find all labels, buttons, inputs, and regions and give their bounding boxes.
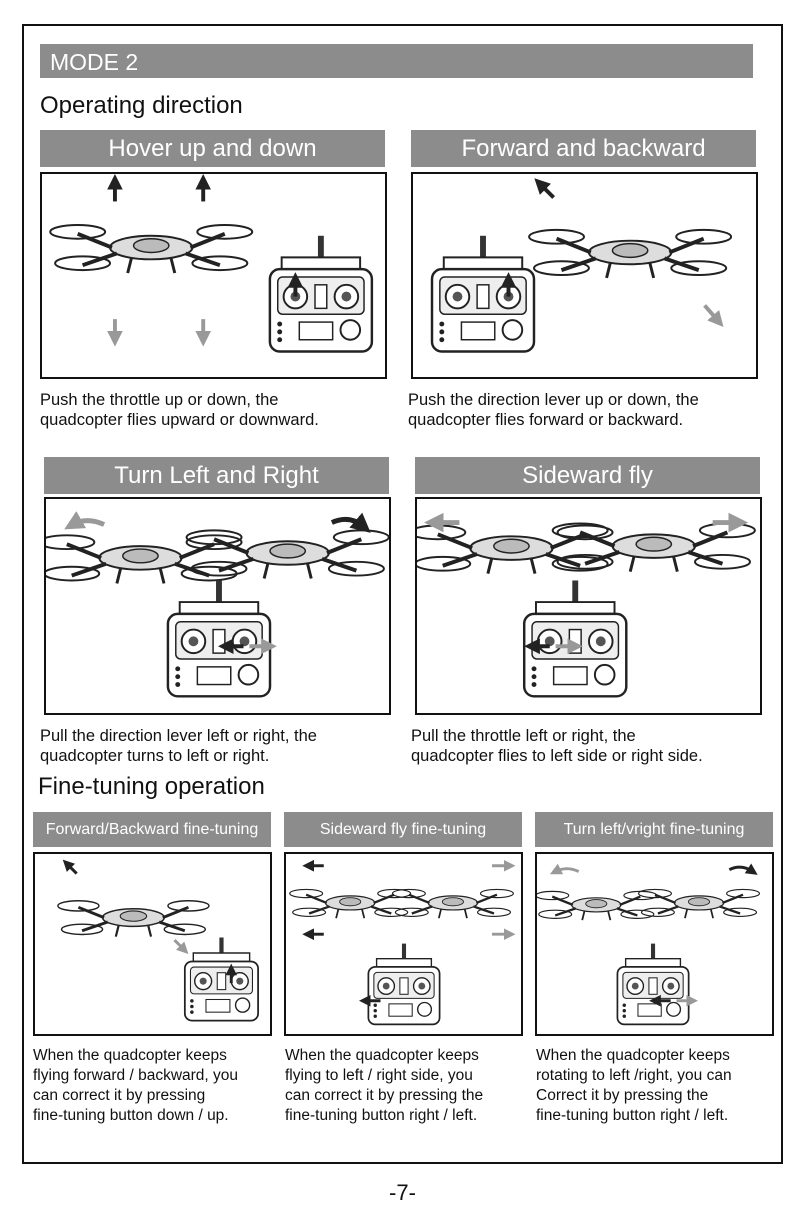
fine-turn-caption <box>536 1046 732 1126</box>
caption-line: can correct it by pressing <box>33 1087 206 1104</box>
caption-line: Pull the throttle left or right, the <box>411 727 636 745</box>
caption-line: quadcopter flies forward or backward. <box>408 411 684 429</box>
fine-turn-illustration <box>535 852 774 1036</box>
remote-controller-icon <box>617 944 688 1025</box>
caption-line: Pull the direction lever left or right, the <box>40 727 317 745</box>
quadcopter-icon <box>58 901 209 937</box>
caption-line: fine-tuning button right / left. <box>536 1107 729 1124</box>
forward-arrow-icon <box>67 864 77 874</box>
forward-illustration <box>411 172 758 379</box>
forward-caption <box>408 390 699 430</box>
turn-illustration <box>44 497 391 715</box>
remote-controller-icon <box>368 944 439 1025</box>
remote-controller-icon <box>185 938 258 1021</box>
caption-line: When the quadcopter keeps <box>536 1047 730 1064</box>
caption-line: rotating to left /right, you can <box>536 1067 732 1084</box>
operating-heading: Operating direction <box>40 92 243 119</box>
quadcopter-icon <box>553 524 755 572</box>
fine-turn-title: Turn left/vright fine-tuning <box>535 812 773 847</box>
fine-fb-title: Forward/Backward fine-tuning <box>33 812 271 847</box>
hover-caption <box>40 390 319 430</box>
sideward-title: Sideward fly <box>415 457 760 494</box>
quadcopter-icon <box>187 530 389 578</box>
remote-controller-icon <box>524 580 626 696</box>
caption-line: fine-tuning button right / left. <box>285 1107 478 1124</box>
backward-arrow-icon <box>705 305 719 321</box>
caption-line: fine-tuning button down / up. <box>33 1107 229 1124</box>
fine-side-title: Sideward fly fine-tuning <box>284 812 522 847</box>
page-number: -7- <box>389 1180 416 1205</box>
caption-line: quadcopter flies to left side or right side. <box>411 747 703 765</box>
backward-arrow-icon <box>175 940 185 950</box>
caption-line: Push the throttle up or down, the <box>40 391 279 409</box>
caption-line: flying to left / right side, you <box>285 1067 473 1084</box>
caption-line: can correct it by pressing the <box>285 1087 484 1104</box>
quadcopter-icon <box>537 891 657 920</box>
hover-title: Hover up and down <box>40 130 385 167</box>
turn-caption <box>40 726 317 766</box>
finetuning-heading: Fine-tuning operation <box>38 773 265 800</box>
turn-left-arrow-icon <box>555 869 578 872</box>
hover-illustration <box>40 172 387 379</box>
caption-line: When the quadcopter keeps <box>33 1047 227 1064</box>
quadcopter-icon <box>639 889 760 918</box>
fine-fb-illustration <box>33 852 272 1036</box>
caption-line: quadcopter flies upward or downward. <box>40 411 319 429</box>
caption-line: flying forward / backward, you <box>33 1067 239 1084</box>
fine-side-caption <box>285 1046 483 1126</box>
turn-title: Turn Left and Right <box>44 457 389 494</box>
turn-right-arrow-icon <box>332 519 363 526</box>
quadcopter-icon <box>529 230 731 278</box>
forward-arrow-icon <box>540 184 554 198</box>
caption-line: Push the direction lever up or down, the <box>408 391 699 409</box>
remote-controller-icon <box>432 236 534 352</box>
turn-left-arrow-icon <box>73 521 104 525</box>
remote-controller-icon <box>270 236 372 352</box>
fine-fb-caption <box>33 1046 238 1126</box>
caption-line: When the quadcopter keeps <box>285 1047 479 1064</box>
forward-title: Forward and backward <box>411 130 756 167</box>
mode-title: MODE 2 <box>40 44 753 78</box>
quadcopter-icon <box>50 225 252 273</box>
sideward-illustration <box>415 497 762 715</box>
fine-side-illustration <box>284 852 523 1036</box>
caption-line: Correct it by pressing the <box>536 1087 709 1104</box>
turn-right-arrow-icon <box>729 867 752 871</box>
remote-controller-icon <box>168 580 270 696</box>
caption-line: quadcopter turns to left or right. <box>40 747 270 765</box>
sideward-caption <box>411 726 703 766</box>
